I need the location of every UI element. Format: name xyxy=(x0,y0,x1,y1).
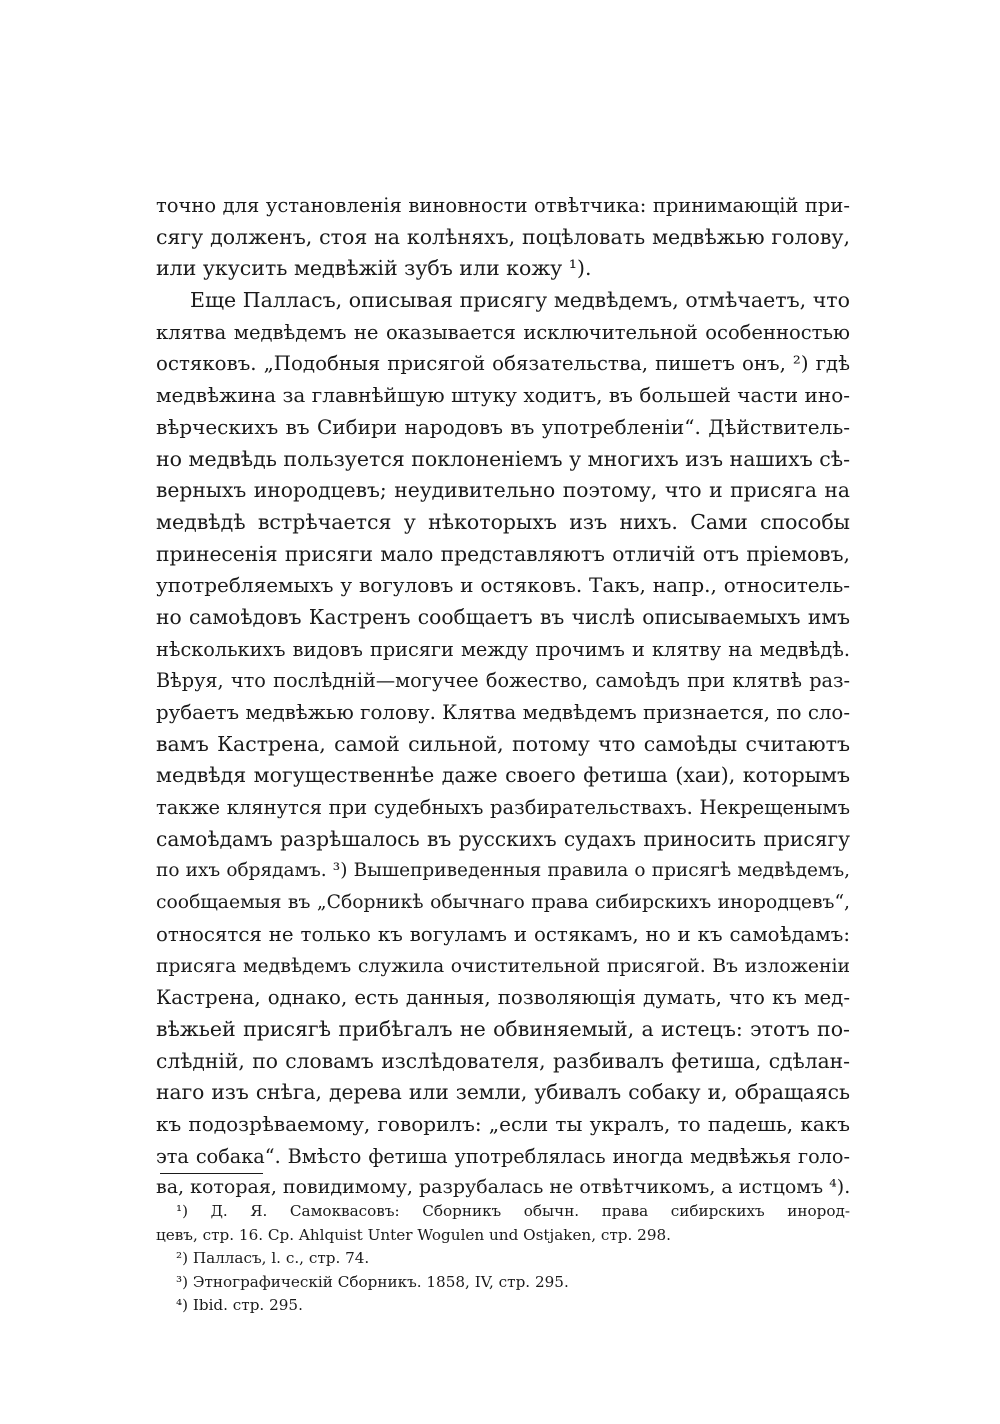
footnote-1-continuation: цевъ, стр. 16. Ср. Ahlquist Unter Wogulen und Ostjaken, стр. 298. xyxy=(156,1225,671,1244)
text-line: или укусить медвѣжій зубъ или кожу ¹). xyxy=(156,256,592,281)
text-line: клятва медвѣдемъ не оказывается исключительной особенностью xyxy=(156,320,850,344)
text-line: вамъ Кастрена, самой сильной, потому что самоѣды считаютъ xyxy=(156,731,850,756)
text-line: наго изъ снѣга, дерева или земли, убивалъ собаку и, обращаясь xyxy=(156,1080,850,1105)
text-line: нѣсколькихъ видовъ присяги между прочимъ и клятву на медвѣдѣ. xyxy=(156,637,850,661)
text-line: ва, которая, повидимому, разрубалась не отвѣтчикомъ, а истцомъ ⁴). xyxy=(156,1176,851,1199)
footnote-3: ³) Этнографическій Сборникъ. 1858, IV, стр. 295. xyxy=(176,1272,569,1291)
text-line: слѣдній, по словамъ изслѣдователя, разбивалъ фетиша, сдѣлан- xyxy=(156,1048,850,1073)
text-line: рубаетъ медвѣжью голову. Клятва медвѣдемъ признается, по сло- xyxy=(156,701,850,724)
text-line: но медвѣдь пользуется поклоненіемъ у многихъ изъ нашихъ сѣ- xyxy=(156,446,851,471)
text-line: сягу долженъ, стоя на колѣняхъ, поцѣловать медвѣжью голову, xyxy=(156,224,850,249)
text-line: относятся не только къ вогуламъ и остякамъ, но и къ самоѣдамъ: xyxy=(156,922,850,946)
text-line: по ихъ обрядамъ. ³) Вышеприведенныя правила о присягѣ медвѣдемъ, xyxy=(156,860,850,882)
text-line: остяковъ. „Подобныя присягой обязательства, пишетъ онъ, ²) гдѣ xyxy=(156,352,850,376)
text-line: эта собака“. Вмѣсто фетиша употреблялась иногда медвѣжья голо- xyxy=(156,1144,850,1168)
text-line: вѣжьей присягѣ прибѣгалъ не обвиняемый, а истецъ: этотъ по- xyxy=(156,1016,850,1041)
footnote-2: ²) Палласъ, l. с., стр. 74. xyxy=(176,1249,370,1267)
text-line: верныхъ инородцевъ; неудивительно поэтому, что и присяга на xyxy=(156,478,850,503)
footnotes xyxy=(156,1200,850,1318)
paragraph-start-line: Еще Палласъ, описывая присягу медвѣдемъ, отмѣчаетъ, что xyxy=(190,288,850,313)
text-line: точно для установленія виновности отвѣтчика: принимающій при- xyxy=(156,194,850,217)
text-line: присяга медвѣдемъ служила очистительной присягой. Въ изложеніи xyxy=(156,955,850,977)
text-line: медвѣжина за главнѣйшую штуку ходитъ, въ большей части ино- xyxy=(156,383,850,408)
text-line: медвѣдѣ встрѣчается у нѣкоторыхъ изъ нихъ. Сами способы xyxy=(156,509,850,534)
footnote-separator xyxy=(160,1173,263,1174)
text-line: вѣрческихъ въ Сибири народовъ въ употребленіи“. Дѣйствитель- xyxy=(156,414,850,439)
text-line: принесенія присяги мало представляютъ отличій отъ пріемовъ, xyxy=(156,541,850,566)
text-line: самоѣдамъ разрѣшалось въ русскихъ судахъ приносить присягу xyxy=(156,826,850,851)
text-line: но самоѣдовъ Кастренъ сообщаетъ въ числѣ описываемыхъ имъ xyxy=(156,604,850,629)
text-line: медвѣдя могущественнѣе даже своего фетиша (хаи), которымъ xyxy=(156,763,850,788)
text-line: сообщаемыя въ „Сборникѣ обычнаго права сибирскихъ инородцевъ“, xyxy=(156,892,850,914)
footnote-4: ⁴) Ibid. стр. 295. xyxy=(176,1296,303,1314)
text-line: Вѣруя, что послѣдній—могучее божество, самоѣдъ при клятвѣ раз- xyxy=(156,669,850,693)
text-line: также клянутся при судебныхъ разбирательствахъ. Некрещенымъ xyxy=(156,796,850,820)
main-text xyxy=(156,190,850,1204)
text-line: къ подозрѣваемому, говорилъ: „если ты укралъ, то падешь, какъ xyxy=(156,1111,850,1136)
footnote-1: ¹) Д. Я. Самоквасовъ: Сборникъ обычн. права сибирскихъ инород- xyxy=(176,1202,850,1220)
text-line: Кастрена, однако, есть данныя, позволяющія думать, что къ мед- xyxy=(156,986,850,1010)
text-line: употребляемыхъ у вогуловъ и остяковъ. Такъ, напр., относитель- xyxy=(156,573,850,598)
